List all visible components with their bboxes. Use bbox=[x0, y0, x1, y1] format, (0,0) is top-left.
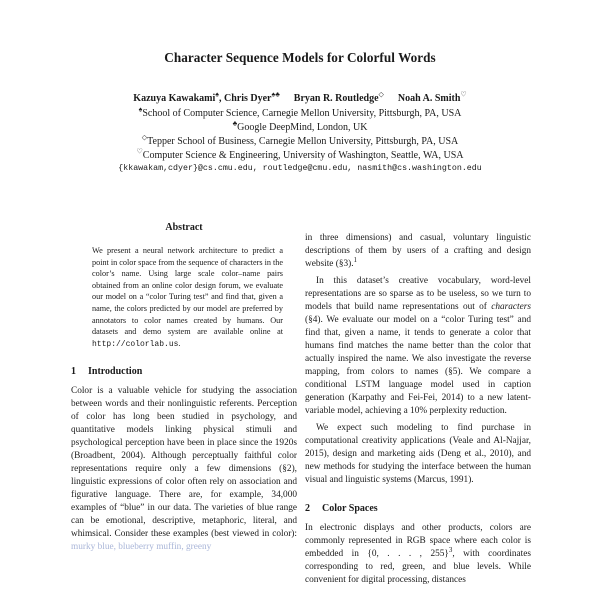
math-exponent: 3 bbox=[448, 545, 453, 554]
author-name: Bryan R. Routledge bbox=[293, 93, 379, 104]
author-name: Chris Dyer bbox=[223, 93, 272, 104]
abstract-body: We present a neural network architecture to predict a point in color space from the sequence of characters in the color’s name. Using large scale color–name pairs obtained from an online color design forum, we evaluate our model on a “color Turing test” and find that, given a name, the colors predicted by our model are preferred by annotators to color names created by humans. Our datasets and demo system are available online at bbox=[92, 246, 283, 337]
author-mark: ♡ bbox=[460, 90, 467, 99]
affiliation-text: School of Computer Science, Carnegie Mellon University, Pittsburgh, PA, USA bbox=[142, 108, 462, 119]
author-list: Kazuya Kawakami♠, Chris Dyer♠♣ Bryan R. Routledge◇ Noah A. Smith♡ bbox=[133, 90, 467, 104]
affiliation-text: Computer Science & Engineering, University of Washington, Seattle, WA, USA bbox=[142, 150, 464, 161]
author-mark: ◇ bbox=[378, 90, 384, 99]
intro-paragraph-3: We expect such modeling to find purchase in computational creativity applications (Veale and Al-Najjar, 2015), design and marketing aids (Deng et al., 2010), and new methods for studying the interface between the human visual and linguistic systems (Marcus, 1991). bbox=[305, 423, 531, 485]
author-name: Kazuya Kawakami bbox=[133, 93, 216, 104]
rgb-set-math: {0, . . . , 255} bbox=[367, 549, 449, 559]
color-spaces-text-a: In electronic displays and other products, colors are commonly represented in RGB space where each color is embedded in bbox=[305, 523, 531, 559]
affiliation-mark: ♣ bbox=[232, 119, 238, 128]
affiliation bbox=[0, 147, 600, 161]
section-title: Introduction bbox=[88, 366, 143, 378]
author-emails: {kkawakam,cdyer}@cs.cmu.edu, routledge@cmu.edu, nasmith@cs.washington.edu bbox=[118, 164, 482, 173]
section-number: 2 bbox=[305, 503, 310, 514]
affiliation bbox=[0, 105, 600, 119]
affiliation bbox=[0, 133, 600, 147]
section-number: 1 bbox=[71, 366, 76, 378]
author-name: Noah A. Smith bbox=[397, 93, 461, 104]
right-column bbox=[305, 232, 531, 587]
paper-title: Character Sequence Models for Colorful Words bbox=[164, 50, 436, 65]
intro-paragraph-1 bbox=[71, 385, 297, 554]
intro-paragraph-2-text-b: (§4). We evaluate our model on a “color Turing test” and find that, given a name, it tends to generate a color that humans find matches the name better than the color that actually inspired the name. We also investigate the reverse mapping, from colors to names (§5). We compare a conditional LSTM language model used in caption generation (Karpathy and Fei-Fei, 2014) to a new latent-variable model, achieving a 10% perplexity reduction. bbox=[305, 315, 531, 416]
color-spaces-paragraph-1 bbox=[305, 522, 531, 587]
footnote-mark: 1 bbox=[353, 255, 358, 264]
affiliation-mark: ♠ bbox=[138, 105, 143, 114]
author-mark: ♠ bbox=[215, 90, 219, 99]
intro-paragraph-2-emphasis: characters bbox=[491, 302, 531, 312]
affiliation-mark: ◇ bbox=[141, 133, 148, 142]
affiliation bbox=[0, 119, 600, 133]
affiliation-mark: ♡ bbox=[136, 147, 143, 156]
intro-paragraph-2 bbox=[305, 275, 531, 418]
left-column bbox=[71, 222, 297, 554]
abstract-end: . bbox=[178, 338, 181, 348]
demo-url-link[interactable]: http://colorlab.us bbox=[92, 339, 179, 349]
intro-paragraph-2-text-a: In this dataset’s creative vocabulary, word-level representations are so sparse as to be useless, so we turn to models that build name representations out of bbox=[305, 276, 531, 312]
color-examples: murky blue, blueberry muffin, greeny bbox=[71, 542, 212, 553]
intro-paragraph-1-text: Color is a valuable vehicle for studying the association between words and their nonlinguistic referents. Perception of color has long been studied in psychology, and quantitative models linking physical stimuli and psychological perception have been in place since the 1920s (Broadbent, 2004). Although perceptually faithful color representations require only a few dimensions (§2), linguistic expressions of color often rely on association and figurative language. There are, for example, 34,000 examples of “blue” in our data. The varieties of blue range can be emotional, descriptive, metaphoric, literal, and whimsical. Consider these examples (best viewed in color): bbox=[71, 386, 297, 540]
abstract-text bbox=[92, 245, 283, 350]
section-title: Color Spaces bbox=[322, 503, 378, 514]
affiliation-text: Google DeepMind, London, UK bbox=[237, 122, 368, 133]
color-spaces-text-b: , with coordinates corresponding to red, green, and blue levels. While convenient for digital processing, distances bbox=[305, 549, 531, 585]
abstract-heading: Abstract bbox=[165, 222, 203, 233]
section-heading-introduction bbox=[71, 366, 297, 377]
section-heading-color-spaces bbox=[305, 503, 531, 514]
intro-paragraph-1-continued bbox=[305, 232, 531, 271]
author-mark: ♠♣ bbox=[271, 90, 280, 99]
intro-paragraph-1-cont-text: in three dimensions) and casual, voluntary linguistic descriptions of them by users of a crafting and design website (§3). bbox=[305, 233, 531, 269]
affiliation-text: Tepper School of Business, Carnegie Mellon University, Pittsburgh, PA, USA bbox=[147, 136, 459, 147]
